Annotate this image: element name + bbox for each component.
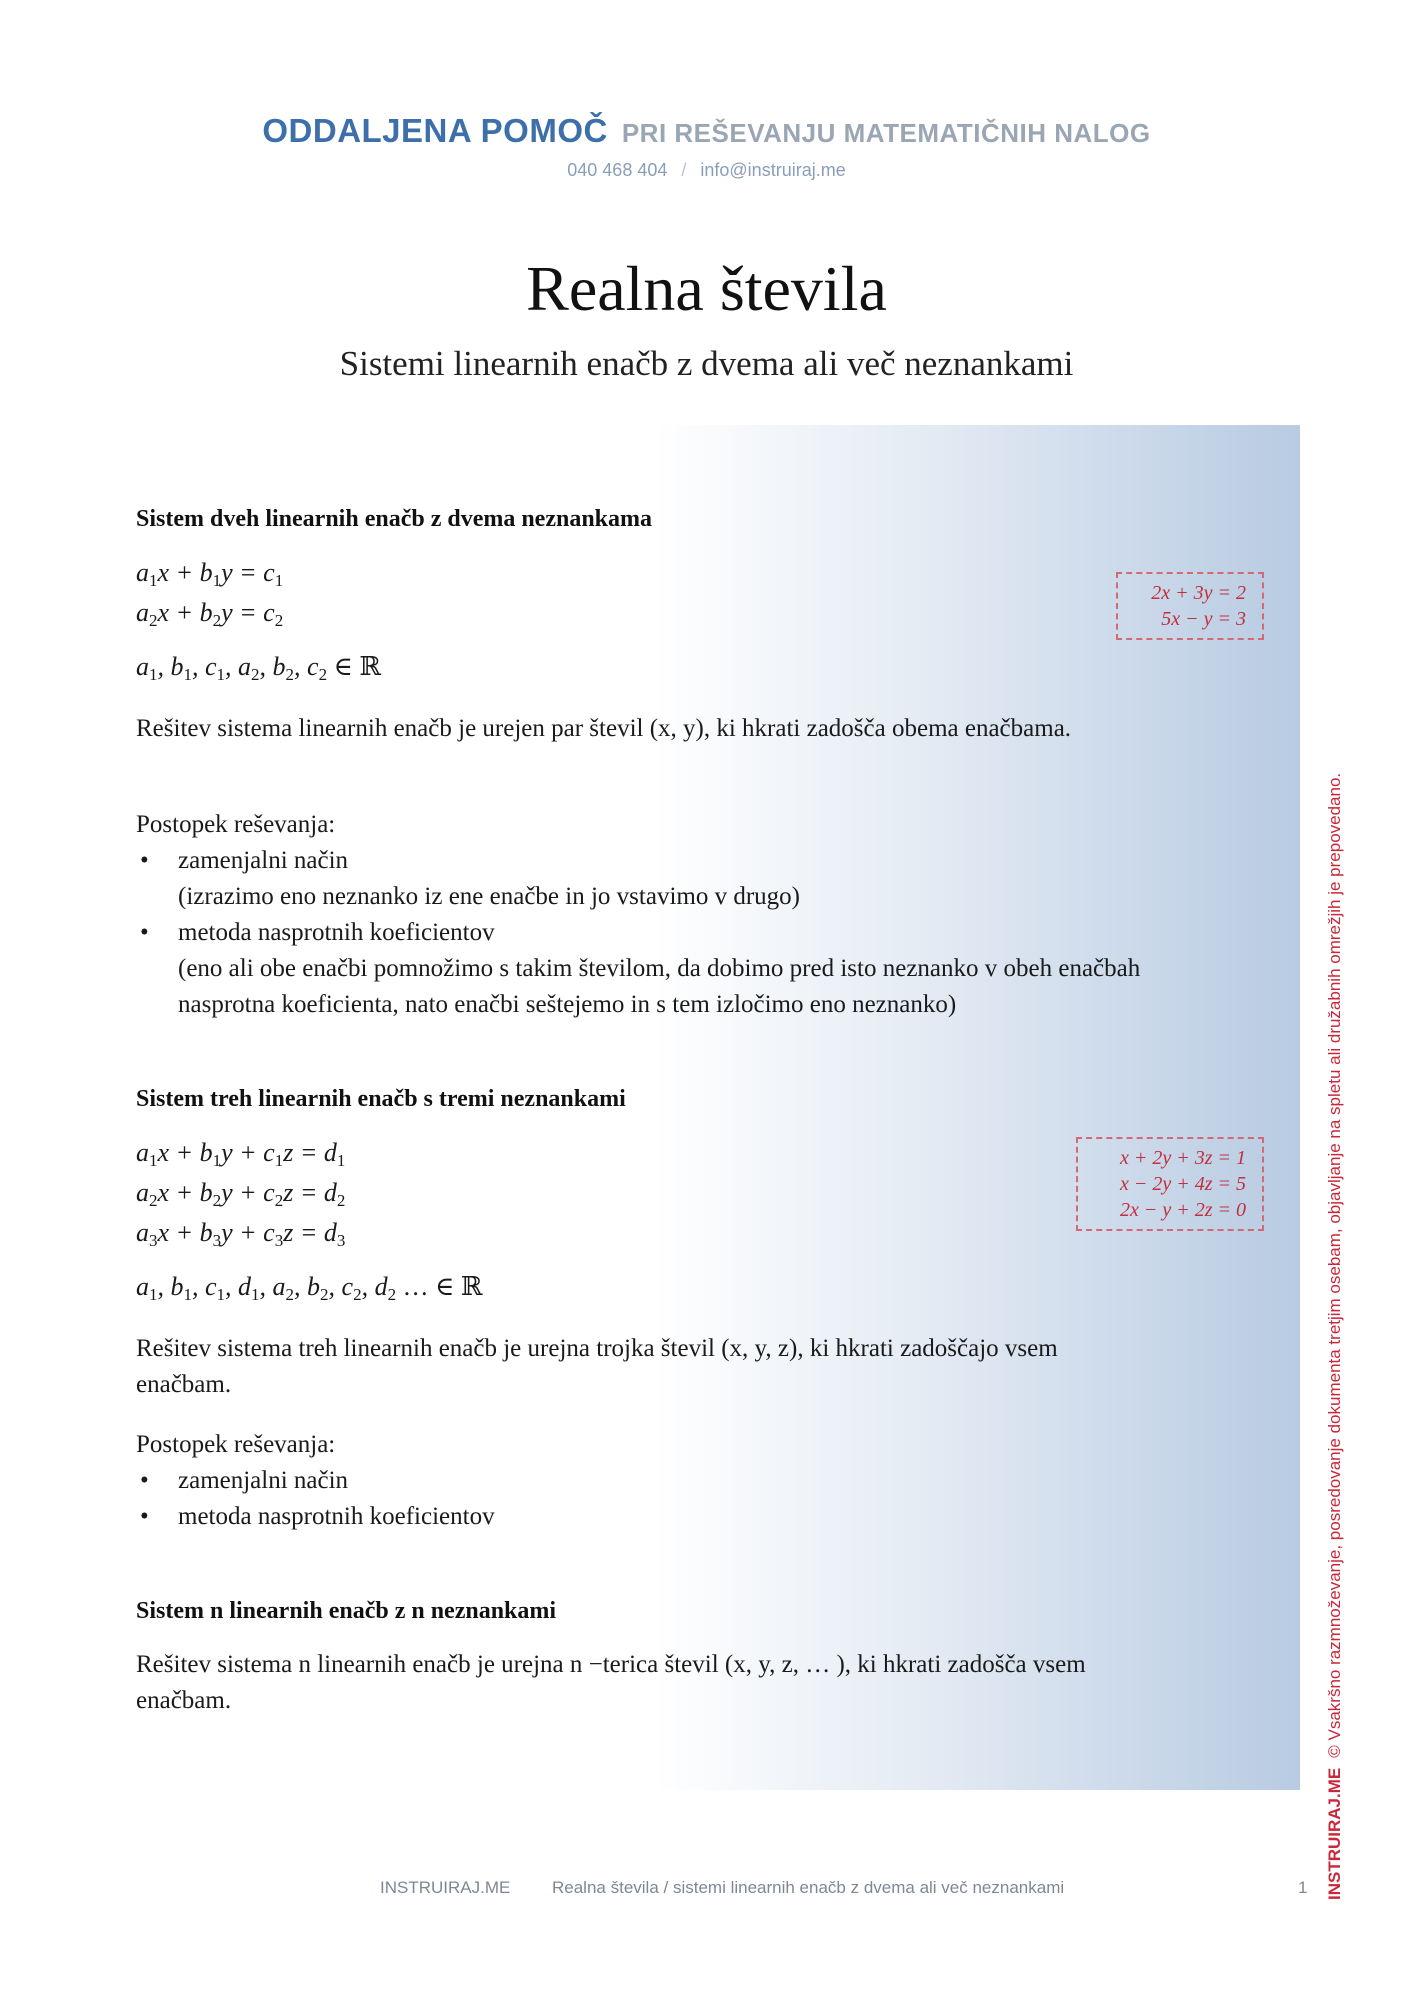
brand-sub: PRI REŠEVANJU MATEMATIČNIH NALOG [621,118,1151,148]
side-note-text: © Vsakršno razmnoževanje, posredovanje dokumenta tretjim osebam, objavljanje na spletu ali družabnih omrežjih je prepovedano. [1325,772,1344,1758]
copyright-side-note [1325,720,1345,1900]
page-header [0,112,1413,181]
section1-equation-2: $a_2x + b_2y = c_2$ [136,598,284,630]
section1-procedure-label: Postopek reševanja: [136,811,336,838]
page-number: 1 [1298,1878,1308,1897]
footer-brand: INSTRUIRAJ.ME [380,1878,511,1897]
section1-heading: Sistem dveh linearnih enačb z dvema neznankama [136,506,653,532]
section3-heading: Sistem n linearnih enačb z n neznankami [136,1598,557,1624]
section1-example-line: 5x − y = 3 [1161,608,1246,630]
section2-domain: $a_1$, $b_1$, $c_1$, $d_1$, $a_2$, $b_2$, $c_2$, $d_2$ … ∈ ℝ [136,1272,483,1304]
list-item [136,843,1196,915]
section2-method-list [136,1463,1196,1535]
section2-procedure-label: Postopek reševanja: [136,1431,336,1458]
contact-line [0,160,1413,181]
email-address: info@instruiraj.me [700,160,846,180]
section2-example-box [1076,1137,1264,1231]
section1-equation-1: $a_1x + b_1y = c_1$ [136,558,284,590]
section1-solution-text: Rešitev sistema linearnih enačb je urejen par števil (x, y), ki hkrati zadošča obema enačbama. [136,715,1072,742]
section2-example-line: x − 2y + 4z = 5 [1119,1173,1246,1195]
footer-text: Realna števila / sistemi linearnih enačb z dvema ali več neznankami [552,1878,1065,1897]
method-note: (eno ali obe enačbi pomnožimo s takim številom, da dobimo pred isto neznanko v obeh enačbah nasprotna koeficienta, nato enačbi seštejemo in s tem izločimo eno neznanko) [178,955,1141,1018]
section1-method-list [136,843,1196,1023]
list-item: • zamenjalni način [136,1463,1196,1499]
section2-example-line: x + 2y + 3z = 1 [1119,1147,1246,1169]
section1-example-box [1116,572,1264,640]
page-subtitle: Sistemi linearnih enačb z dvema ali več neznankami [339,344,1074,383]
brand-main: ODDALJENA POMOČ [262,112,608,149]
list-item [136,915,1196,1023]
section2-example-line: 2x − y + 2z = 0 [1119,1199,1246,1221]
method-name: zamenjalni način [178,847,349,874]
phone-number: 040 468 404 [567,160,668,180]
section1-example-line: 2x + 3y = 2 [1151,582,1246,604]
page-title: Realna števila [526,253,887,324]
section2-solution-text: Rešitev sistema treh linearnih enačb je urejna trojka števil (x, y, z), ki hkrati zadoščajo vsem enačbam. [136,1335,1058,1398]
section2-equation-1: $a_1x + b_1y + c_1z = d_1$ [136,1138,346,1170]
section3-solution-text: Rešitev sistema n linearnih enačb je urejna n −terica števil (x, y, z, … ), ki hkrati zadošča vsem enačbam. [136,1651,1086,1714]
brand-line [0,112,1413,150]
section1-domain: $a_1$, $b_1$, $c_1$, $a_2$, $b_2$, $c_2$ ∈ ℝ [136,652,381,684]
list-item: • metoda nasprotnih koeficientov [136,1499,1196,1535]
contact-separator: / [681,160,687,180]
method-note: (izrazimo eno neznanko iz ene enačbe in jo vstavimo v drugo) [178,883,800,910]
method-name: metoda nasprotnih koeficientov [178,919,495,946]
section2-equation-2: $a_2x + b_2y + c_2z = d_2$ [136,1178,346,1210]
side-note-brand: INSTRUIRAJ.ME [1325,1767,1344,1900]
section2-equation-3: $a_3x + b_3y + c_3z = d_3$ [136,1218,346,1250]
section2-heading: Sistem treh linearnih enačb s tremi neznankami [136,1086,626,1112]
